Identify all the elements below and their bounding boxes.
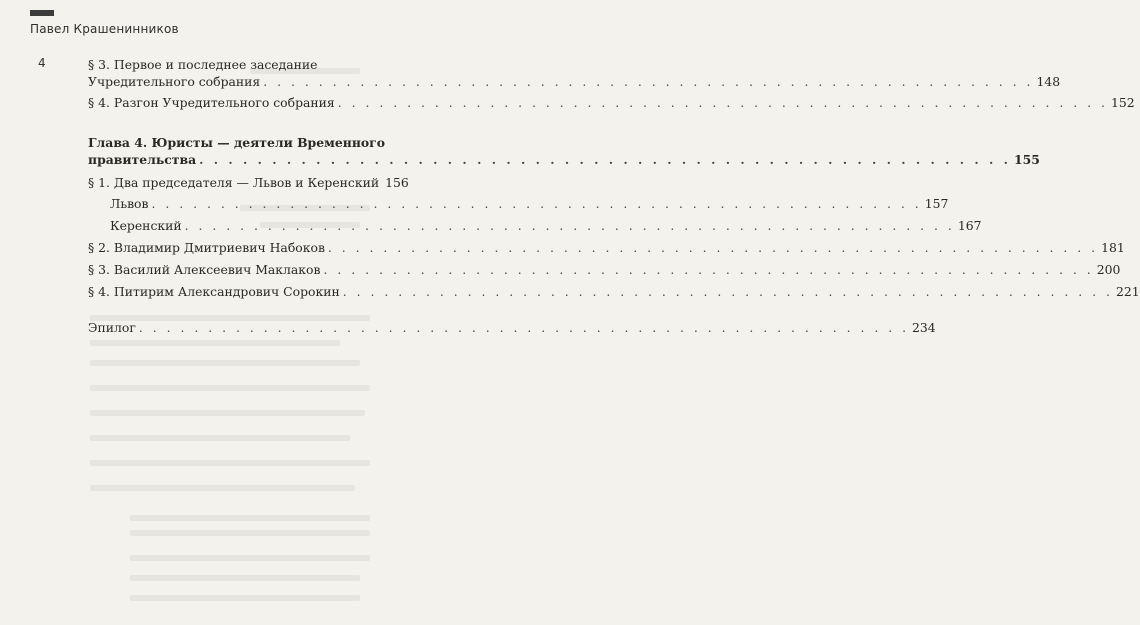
toc-entry-title: Учредительного собрания bbox=[88, 74, 261, 89]
leader-dots bbox=[185, 217, 955, 234]
toc-page-number: 157 bbox=[924, 196, 949, 211]
running-header-author: Павел Крашенинников bbox=[30, 22, 179, 36]
toc-entry-title: Львов bbox=[110, 196, 149, 211]
toc-entry-title: § 4. Питирим Александрович Сорокин bbox=[88, 284, 340, 299]
toc-entry-s4 bbox=[88, 94, 1135, 111]
toc-page-number: 148 bbox=[1036, 74, 1061, 89]
leader-dots bbox=[263, 73, 1033, 90]
toc-page-number: 221 bbox=[1115, 284, 1140, 299]
leader-dots bbox=[323, 261, 1093, 278]
toc-entry-c3 bbox=[88, 261, 1121, 278]
leader-dots bbox=[328, 239, 1098, 256]
toc-entry-s3 bbox=[88, 56, 1061, 90]
toc-entry-title: § 3. Первое и последнее заседание bbox=[88, 57, 318, 72]
toc-page-number: 152 bbox=[1110, 95, 1135, 110]
toc-entry-epilogue bbox=[88, 319, 936, 336]
toc-entry-title: Эпилог bbox=[88, 320, 136, 335]
toc-entry-title: Глава 4. Юристы — деятели Временного bbox=[88, 135, 386, 150]
leader-dots bbox=[152, 195, 922, 212]
toc-entry-c4 bbox=[88, 283, 1140, 300]
toc-entry-lvov bbox=[88, 195, 949, 212]
toc-page-number: 167 bbox=[957, 218, 982, 233]
toc-entry-title: правительства bbox=[88, 152, 197, 167]
leader-dots bbox=[199, 151, 1011, 168]
toc-page-number: 181 bbox=[1101, 240, 1125, 255]
toc-entry-title: § 2. Владимир Дмитриевич Набоков bbox=[88, 240, 325, 255]
toc-entry-chapter-4 bbox=[88, 134, 1040, 168]
toc-page-number: 200 bbox=[1096, 262, 1121, 277]
toc-page-number: 155 bbox=[1013, 152, 1040, 167]
toc-page-number: 234 bbox=[912, 320, 936, 335]
header-rule bbox=[30, 10, 54, 16]
leader-dots bbox=[343, 283, 1113, 300]
leader-dots bbox=[139, 319, 909, 336]
toc-entry-c1 bbox=[88, 174, 409, 191]
toc-entry-c2 bbox=[88, 239, 1125, 256]
leader-dots bbox=[338, 94, 1108, 111]
toc-entry-title: § 3. Василий Алексеевич Маклаков bbox=[88, 262, 321, 277]
toc-entry-kerensky bbox=[88, 217, 982, 234]
toc-entry-title: Керенский bbox=[110, 218, 182, 233]
toc-entry-title: § 1. Два председателя — Львов и Керенский bbox=[88, 175, 380, 190]
toc-page-number: 156 bbox=[385, 175, 409, 190]
page-number: 4 bbox=[38, 56, 46, 70]
toc-entry-title: § 4. Разгон Учредительного собрания bbox=[88, 95, 335, 110]
